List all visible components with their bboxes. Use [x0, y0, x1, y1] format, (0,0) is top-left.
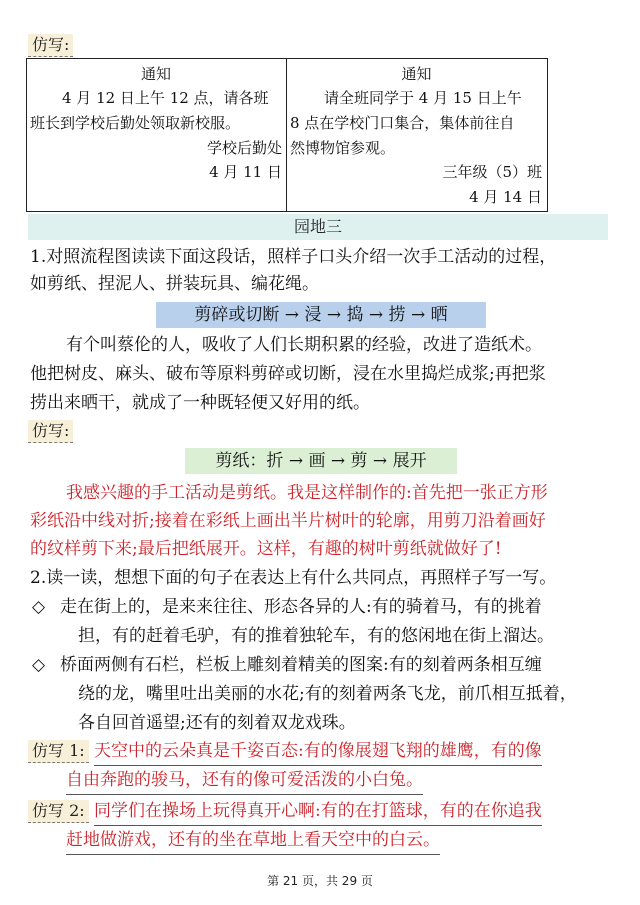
bullet-icon: ◇ [32, 655, 46, 675]
q1-answer-line3: 的纹样剪下来;最后把纸展开。这样，有趣的树叶剪纸就做好了! [30, 539, 502, 559]
imitation-label-q1: 仿写: [28, 420, 73, 443]
bullet-icon: ◇ [32, 597, 46, 617]
section-title: 园地三 [28, 214, 608, 240]
q1-line1: 1.对照流程图读读下面这段话，照样子口头介绍一次手工活动的过程， [30, 247, 557, 267]
notice-2-date: 4 月 14 日 [469, 188, 542, 206]
notice-1-title: 通知 [140, 65, 171, 83]
q2-item2-line3: 各自回首遥望;还有的刻着双龙戏珠。 [78, 713, 356, 733]
notice-2-line1: 请全班同学于 4 月 15 日上午 [324, 89, 522, 107]
papercut-flowchart: 剪纸：折 → 画 → 剪 → 展开 [185, 448, 457, 474]
imitation-1-line1: 天空中的云朵真是千姿百态:有的像展翅飞翔的雄鹰，有的像 [94, 738, 542, 766]
imitation-2-line2: 赶地做游戏，还有的坐在草地上看天空中的白云。 [66, 827, 440, 855]
imitation-1-line2: 自由奔跑的骏马，还有的像可爱活泼的小白兔。 [66, 767, 423, 795]
q1-paragraph-line1: 有个叫蔡伦的人，吸收了人们长期积累的经验，改进了造纸术。 [66, 335, 542, 355]
q2-item1-line1: 走在街上的，是来来往往、形态各异的人:有的骑着马，有的挑着 [60, 597, 542, 617]
notice-1-line1: 4 月 12 日上午 12 点，请各班 [62, 89, 269, 107]
q1-line2: 如剪纸、捏泥人、拼装玩具、编花绳。 [30, 274, 319, 294]
papermaking-flowchart: 剪碎或切断 → 浸 → 捣 → 捞 → 晒 [156, 302, 486, 328]
q1-answer-line2: 彩纸沿中线对折;接着在彩纸上画出半片树叶的轮廓，用剪刀沿着画好 [30, 511, 546, 531]
q2-line1: 2.读一读，想想下面的句子在表达上有什么共同点，再照样子写一写。 [30, 568, 557, 588]
imitation-2-line1: 同学们在操场上玩得真开心啊:有的在打篮球，有的在你追我 [94, 798, 542, 826]
notice-1-date: 4 月 11 日 [209, 163, 282, 181]
imitation-1-label: 仿写 1: [28, 740, 89, 763]
q1-paragraph-line2: 他把树皮、麻头、破布等原料剪碎或切断，浸在水里捣烂成浆;再把浆 [30, 364, 546, 384]
page-footer: 第 21 页，共 29 页 [267, 874, 373, 888]
q2-item2-line1: 桥面两侧有石栏，栏板上雕刻着精美的图案:有的刻着两条相互缠 [60, 655, 542, 675]
notice-1-signer: 学校后勤处 [206, 139, 282, 157]
notice-2-line3: 然博物馆参观。 [290, 139, 396, 157]
notice-2-signer: 三年级（5）班 [442, 163, 542, 181]
notice-1-line2: 班长到学校后勤处领取新校服。 [30, 114, 241, 132]
imitation-2-label: 仿写 2: [28, 800, 89, 823]
q1-answer-line1: 我感兴趣的手工活动是剪纸。我是这样制作的:首先把一张正方形 [66, 483, 548, 503]
imitation-label-top: 仿写: [28, 34, 73, 57]
notice-2-title: 通知 [401, 65, 432, 83]
notice-2-line2: 8 点在学校门口集合，集体前往自 [290, 114, 515, 132]
q2-item2-line2: 绕的龙，嘴里吐出美丽的水花;有的刻着两条飞龙，前爪相互抵着， [78, 684, 577, 704]
q2-item1-line2: 担，有的赶着毛驴，有的推着独轮车，有的悠闲地在街上溜达。 [78, 626, 554, 646]
q1-paragraph-line3: 捞出来晒干，就成了一种既轻便又好用的纸。 [30, 393, 370, 413]
